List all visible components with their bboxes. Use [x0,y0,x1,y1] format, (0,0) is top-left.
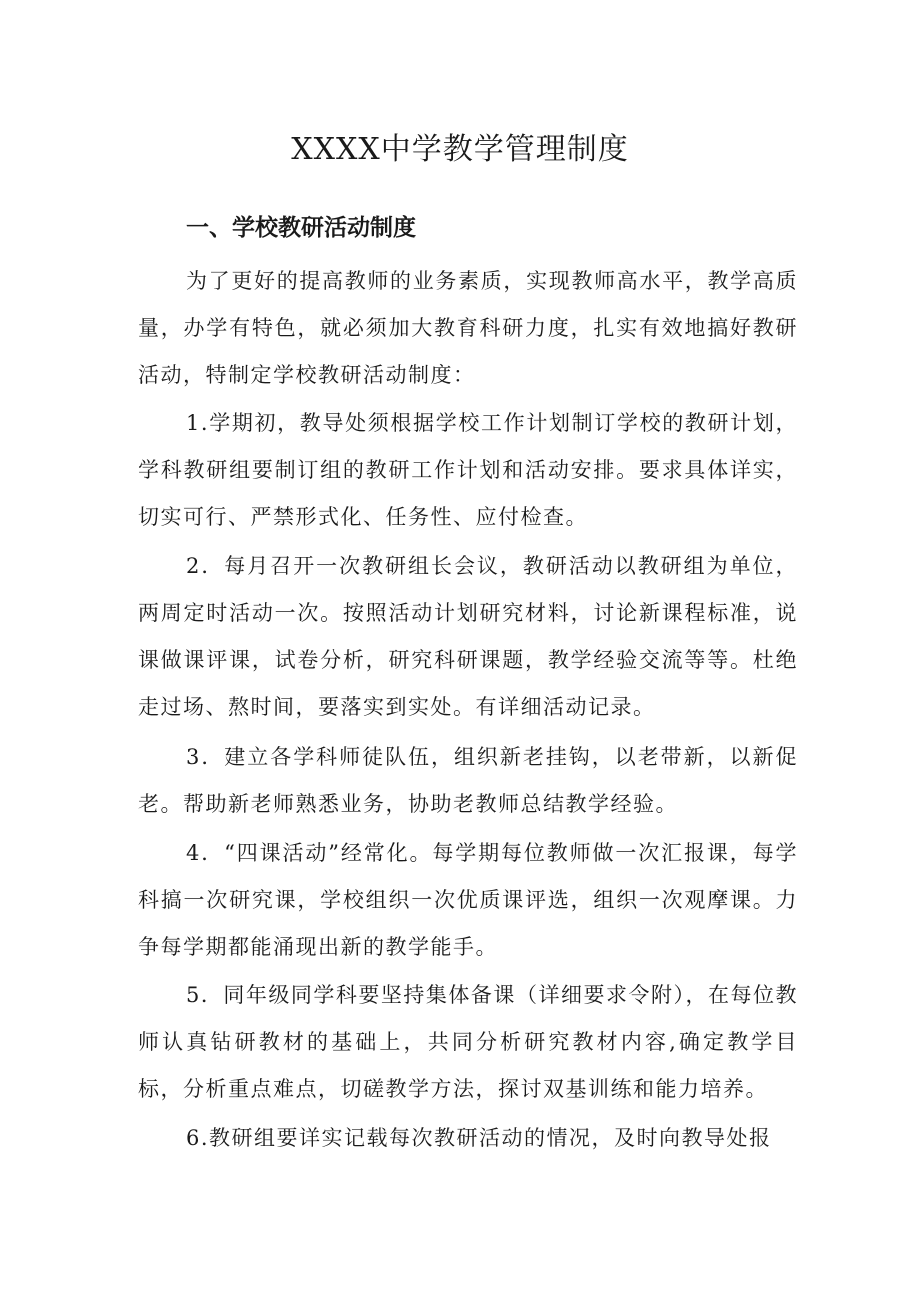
section-heading: 一、学校教研活动制度 [186,215,416,241]
paragraph-item-2: 2．每月召开一次教研组长会议，教研活动以教研组为单位，两周定时活动一次。按照活动计划研究材料，讨论新课程标准，说课做课评课，试卷分析，研究科研课题，教学经验交流等等。杜绝走过场、熬时间，要落实到实处。有详细活动记录。 [138,554,798,719]
paragraph-item-3: 3．建立各学科师徒队伍，组织新老挂钩，以老带新，以新促老。帮助新老师熟悉业务，协助老教师总结教学经验。 [138,745,798,816]
document-title: XXXX中学教学管理制度 [291,132,629,168]
paragraph-intro: 为了更好的提高教师的业务素质，实现教师高水平，教学高质量，办学有特色，就必须加大教育科研力度，扎实有效地搞好教研活动，特制定学校教研活动制度： [138,269,798,387]
paragraph-item-5: 5．同年级同学科要坚持集体备课（详细要求令附），在每位教师认真钻研教材的基础上，共同分析研究教材内容,确定教学目标，分析重点难点，切磋教学方法，探讨双基训练和能力培养。 [138,983,798,1101]
paragraph-item-4: 4．“四课活动”经常化。每学期每位教师做一次汇报课，每学科搞一次研究课，学校组织一次优质课评选，组织一次观摩课。力争每学期都能涌现出新的教学能手。 [138,841,798,959]
paragraph-item-1: 1.学期初，教导处须根据学校工作计划制订学校的教研计划，学科教研组要制订组的教研工作计划和活动安排。要求具体详实，切实可行、严禁形式化、任务性、应付检查。 [138,411,798,529]
paragraph-item-6: 6.教研组要详实记载每次教研活动的情况，及时向教导处报 [186,1126,772,1150]
